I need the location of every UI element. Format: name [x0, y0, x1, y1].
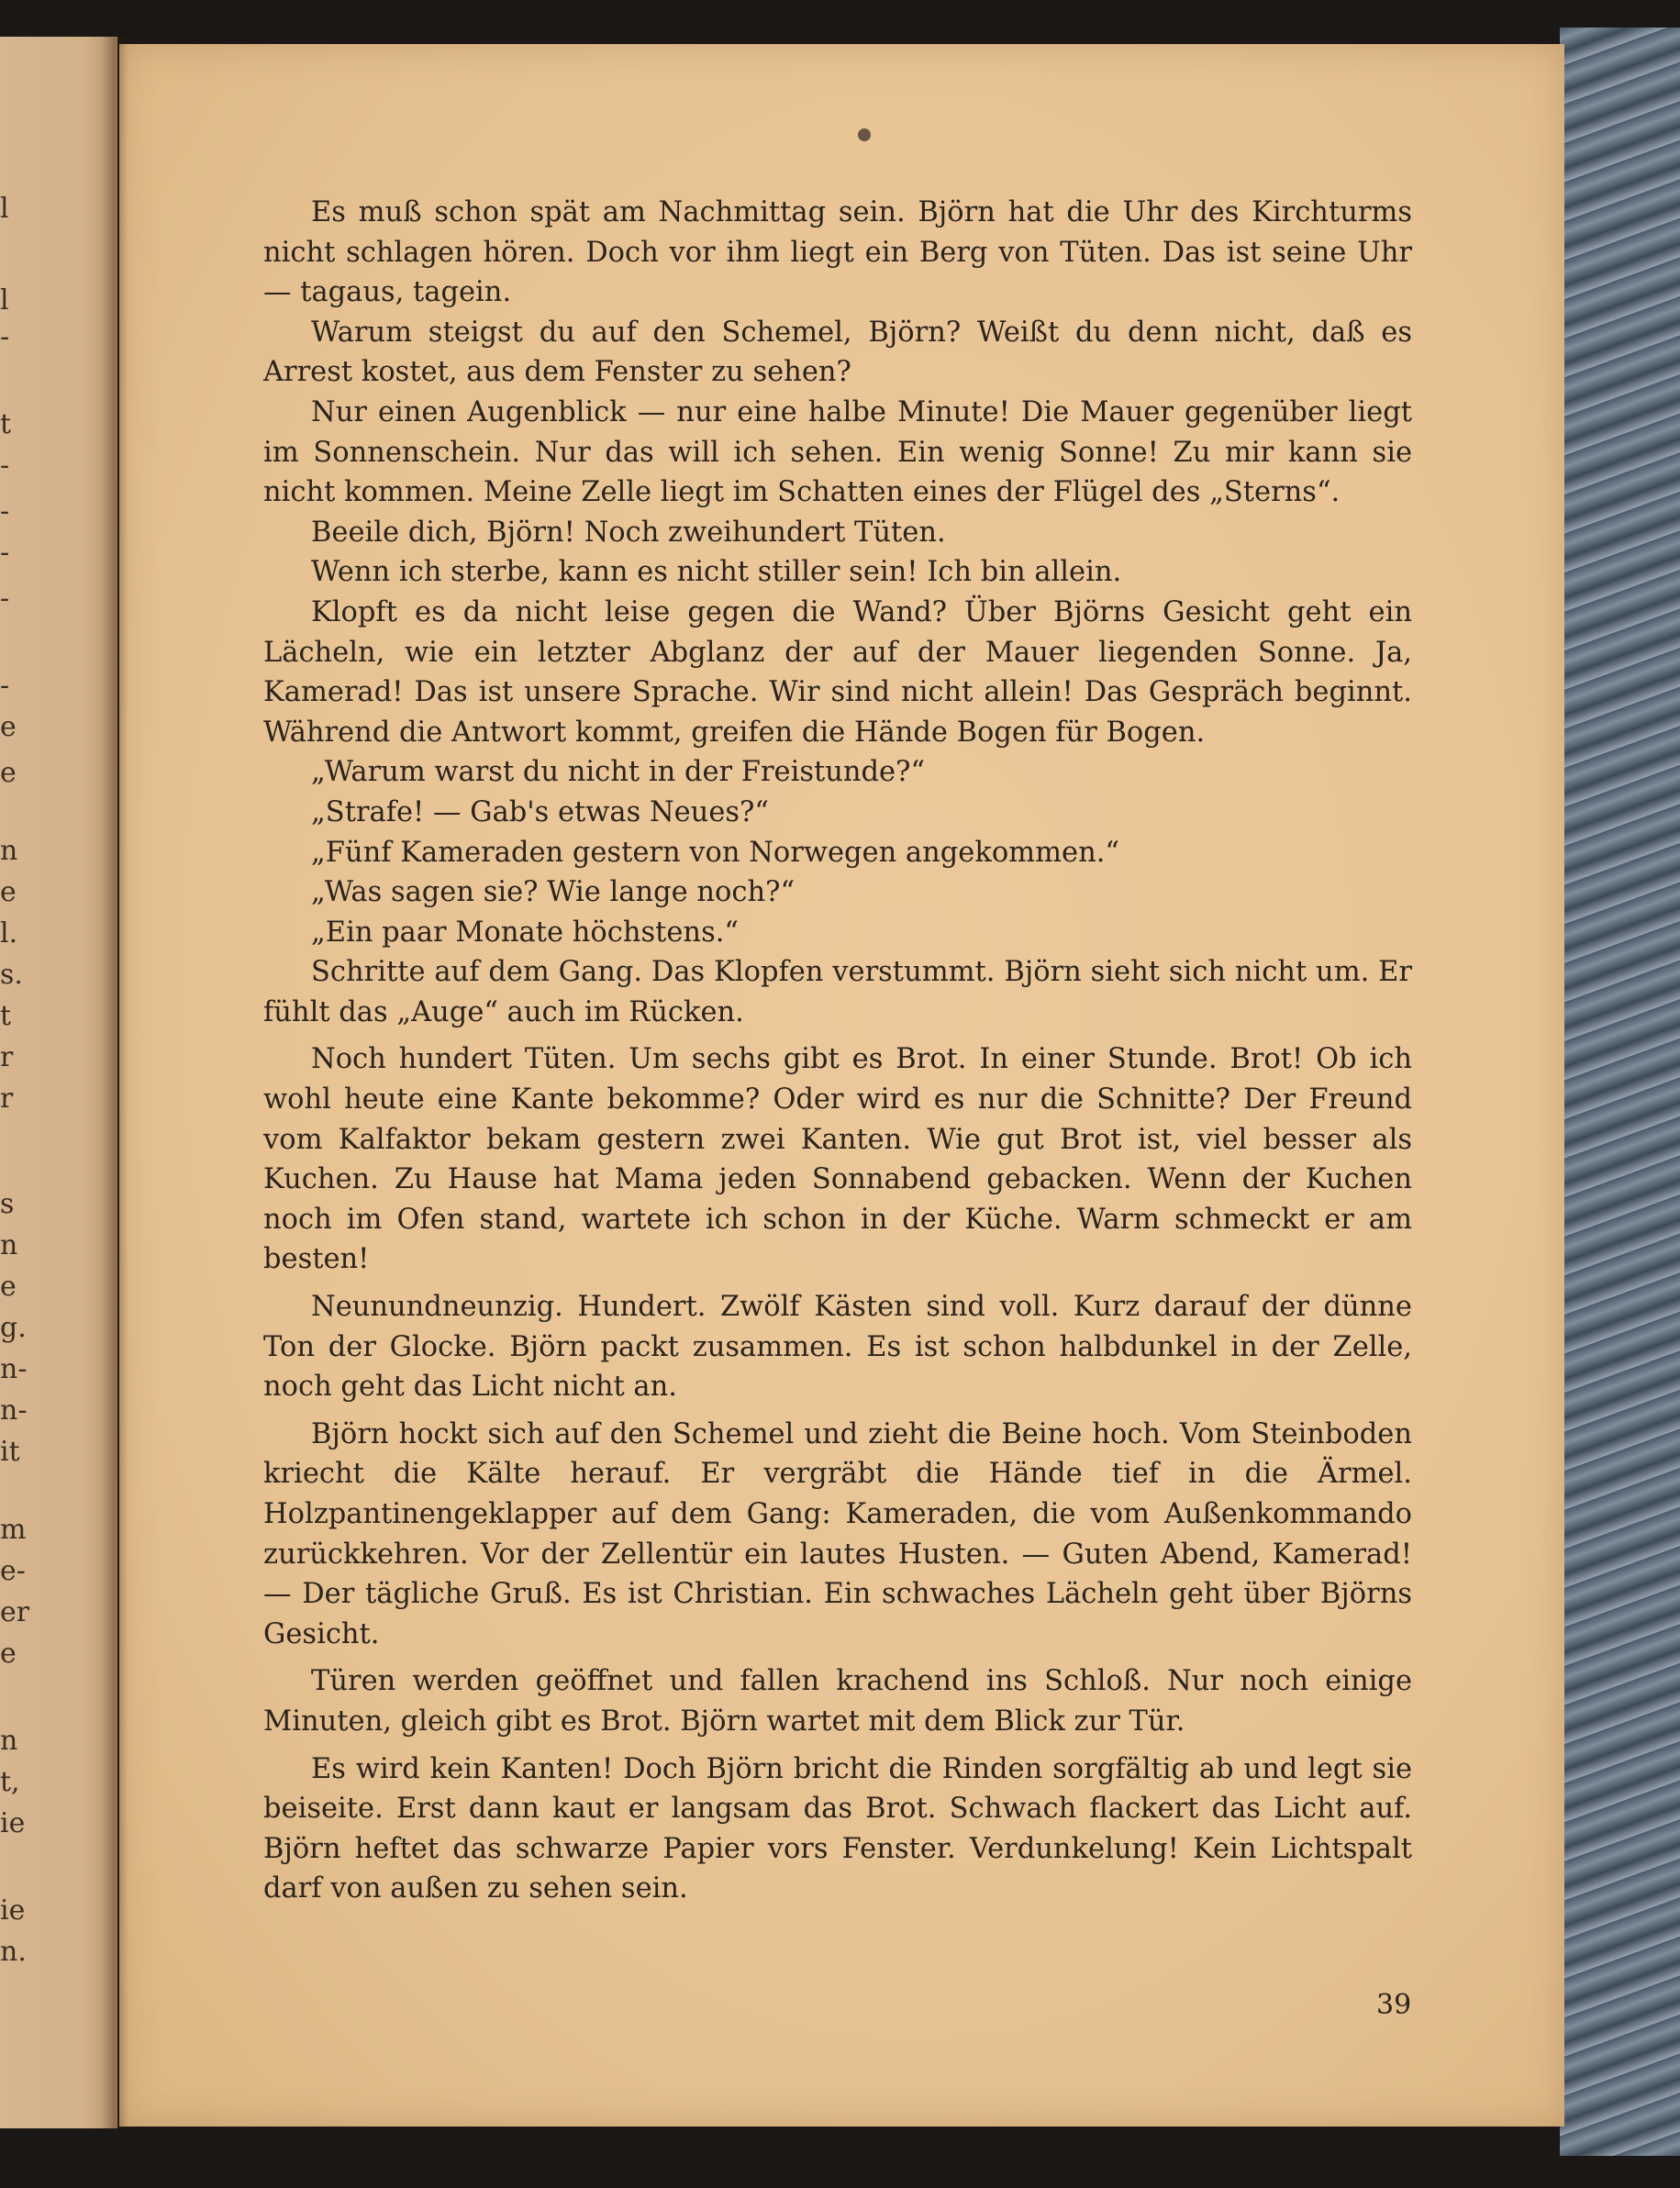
- margin-char: n-: [0, 1394, 28, 1427]
- paragraph: Wenn ich sterbe, kann es nicht stiller sein! Ich bin allein.: [311, 556, 1122, 589]
- margin-char: l: [0, 193, 9, 225]
- book-spine: [101, 37, 128, 2128]
- paragraph: Noch hundert Tüten. Um sechs gibt es Brot. In einer Stunde. Brot! Ob ich wohl heute eine Kante bekomme? Oder wird es nur die Schnitte? Der Freund vom Kalfaktor bekam gestern zwei Kanten. Wie gut Brot ist, viel besser als Kuchen. Zu Hause hat Mama jeden Sonnabend gebacken. Wenn der Kuchen noch im Ofen stand, wartete ich schon in der Küche. Warm schmeckt er am besten!: [263, 1043, 1412, 1276]
- left-page: [0, 37, 117, 2128]
- margin-char: n-: [0, 1353, 28, 1385]
- paragraph: Türen werden geöffnet und fallen krachend ins Schloß. Nur noch einige Minuten, gleich gibt es Brot. Björn wartet mit dem Blick zur Tür.: [263, 1665, 1412, 1738]
- margin-char: t: [0, 1000, 12, 1032]
- margin-char: l: [0, 284, 9, 317]
- margin-char: er: [0, 1596, 30, 1628]
- margin-char: -: [0, 583, 10, 615]
- margin-char: t: [0, 408, 12, 440]
- margin-char: e-: [0, 1555, 26, 1587]
- margin-char: e: [0, 711, 17, 743]
- margin-char: n: [0, 835, 18, 867]
- paragraph: Es wird kein Kanten! Doch Björn bricht die Rinden sorgfältig ab und legt sie beiseite. Erst dann kaut er langsam das Brot. Schwach flackert das Licht auf. Björn heftet das schwarze Papier vors Fenster. Verdunkelung! Kein Lichtspalt darf von außen zu sehen sein.: [263, 1752, 1412, 1905]
- dialogue-line: „Strafe! — Gab's etwas Neues?“: [311, 795, 769, 828]
- margin-char: ie: [0, 1807, 26, 1839]
- left-page-margin-text: [0, 37, 37, 2128]
- paragraph: Nur einen Augenblick — nur eine halbe Minute! Die Mauer gegenüber liegt im Sonnenschein. Nur das will ich sehen. Ein wenig Sonne! Zu mir kann sie nicht kommen. Meine Zelle liegt im Schatten eines der Flügel des „Sterns“.: [263, 395, 1412, 509]
- paragraph: Neunundneunzig. Hundert. Zwölf Kästen sind voll. Kurz darauf der dünne Ton der Glocke. Björn packt zusammen. Es ist schon halbdunkel in der Zelle, noch geht das Licht nicht an.: [263, 1291, 1412, 1404]
- paragraph: Björn hockt sich auf den Schemel und zieht die Beine hoch. Vom Steinboden kriecht die Kälte herauf. Er vergräbt die Hände tief in die Ärmel. Holzpantinengeklapper auf dem Gang: Kameraden, die vom Außenkommando zurückkehren. Vor der Zellentür ein lautes Husten. — Guten Abend, Kamerad! — Der tägliche Gruß. Es ist Christian. Ein schwaches Lächeln geht über Björns Gesicht.: [263, 1417, 1412, 1650]
- paragraph: Es muß schon spät am Nachmittag sein. Björn hat die Uhr des Kirchturms nicht schlagen hören. Doch vor ihm liegt ein Berg von Tüten. Das ist seine Uhr — tagaus, tagein.: [263, 196, 1412, 309]
- margin-char: s.: [0, 959, 23, 991]
- page-number: 39: [1376, 1989, 1412, 2021]
- margin-char: -: [0, 670, 10, 702]
- margin-char: e: [0, 1271, 17, 1303]
- paragraph: Beeile dich, Björn! Noch zweihundert Tüten.: [311, 516, 946, 549]
- book-cover-edge: [1560, 28, 1680, 2156]
- margin-char: n: [0, 1229, 18, 1261]
- margin-char: t,: [0, 1766, 20, 1798]
- dialogue-line: „Was sagen sie? Wie lange noch?“: [311, 876, 795, 909]
- margin-char: r: [0, 1083, 14, 1115]
- dialogue-line: „Fünf Kameraden gestern von Norwegen angekommen.“: [311, 836, 1120, 869]
- dialogue-line: „Warum warst du nicht in der Freistunde?“: [311, 756, 926, 789]
- margin-char: n: [0, 1725, 18, 1757]
- margin-char: -: [0, 537, 10, 569]
- margin-char: s: [0, 1188, 15, 1220]
- margin-char: l.: [0, 917, 18, 950]
- page-body-text: [263, 193, 1412, 1909]
- paragraph: Klopft es da nicht leise gegen die Wand? Über Björns Gesicht geht ein Lächeln, wie ein letzter Abglanz der auf der Mauer liegenden Sonne. Ja, Kamerad! Das ist unsere Sprache. Wir sind nicht allein! Das Gespräch beginnt. Während die Antwort kommt, greifen die Hände Bogen für Bogen.: [263, 595, 1412, 749]
- margin-char: e: [0, 1638, 17, 1670]
- margin-char: e: [0, 757, 17, 789]
- margin-char: g.: [0, 1312, 27, 1344]
- margin-char: m: [0, 1514, 27, 1546]
- paragraph: Warum steigst du auf den Schemel, Björn? Weißt du denn nicht, daß es Arrest kostet, aus dem Fenster zu sehen?: [263, 316, 1412, 389]
- page-speck: [858, 128, 871, 141]
- dialogue-line: „Ein paar Monate höchstens.“: [311, 916, 740, 949]
- paragraph: Schritte auf dem Gang. Das Klopfen verstummt. Björn sieht sich nicht um. Er fühlt das „Auge“ auch im Rücken.: [263, 956, 1412, 1028]
- margin-char: it: [0, 1436, 20, 1468]
- margin-char: -: [0, 321, 10, 353]
- margin-char: e: [0, 876, 17, 908]
- margin-char: -: [0, 450, 10, 482]
- margin-char: r: [0, 1041, 14, 1073]
- margin-char: ie: [0, 1894, 26, 1927]
- margin-char: n.: [0, 1936, 27, 1968]
- margin-char: -: [0, 495, 10, 528]
